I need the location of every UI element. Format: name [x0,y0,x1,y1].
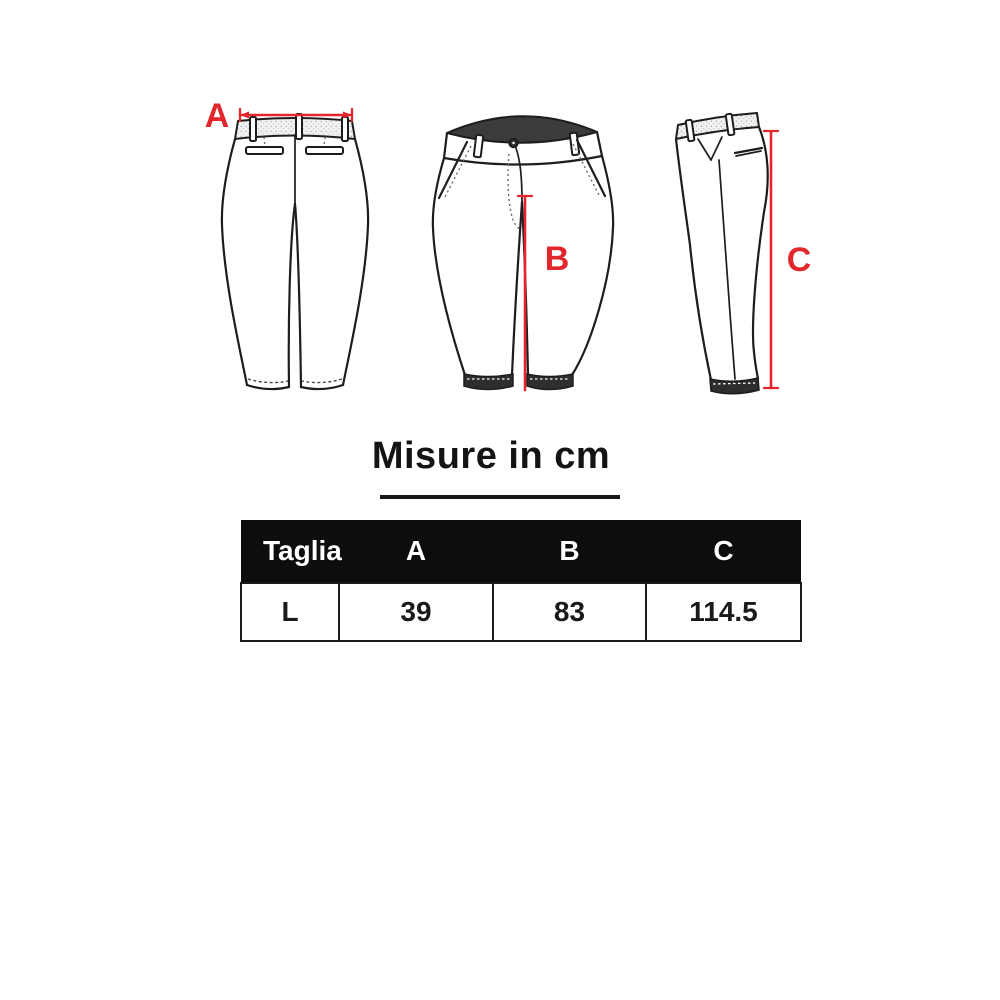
side-welt-pocket [735,148,762,156]
cell-taglia-value: L [241,583,339,641]
cell-a-value: 39 [339,583,493,641]
column-header-b: B [493,520,646,583]
measure-label-a: A [204,97,230,135]
column-header-c: C [646,520,801,583]
back-right-hem-stitch [302,379,342,383]
front-fly-seam [516,148,522,202]
pants-back-view-drawing [185,80,380,420]
size-guide-title: Misure in cm [371,435,611,477]
front-hems [464,374,573,390]
front-silhouette [433,156,613,375]
size-table [240,520,802,642]
column-header-taglia: Taglia [241,520,339,583]
side-silhouette [676,127,768,380]
measure-label-b: B [544,240,570,278]
size-table-header-row [241,520,801,583]
pants-front-view-drawing [425,80,620,420]
pants-side-view-drawing [655,80,855,420]
title-divider [380,495,620,499]
side-hem [710,378,759,394]
back-left-hem-stitch [248,379,288,383]
cell-b-value: 83 [493,583,646,641]
cell-c-value: 114.5 [646,583,801,641]
measure-label-c: C [786,241,812,279]
size-table-row [241,583,801,641]
column-header-a: A [339,520,493,583]
back-silhouette [222,135,368,389]
measure-c-line [764,131,778,388]
